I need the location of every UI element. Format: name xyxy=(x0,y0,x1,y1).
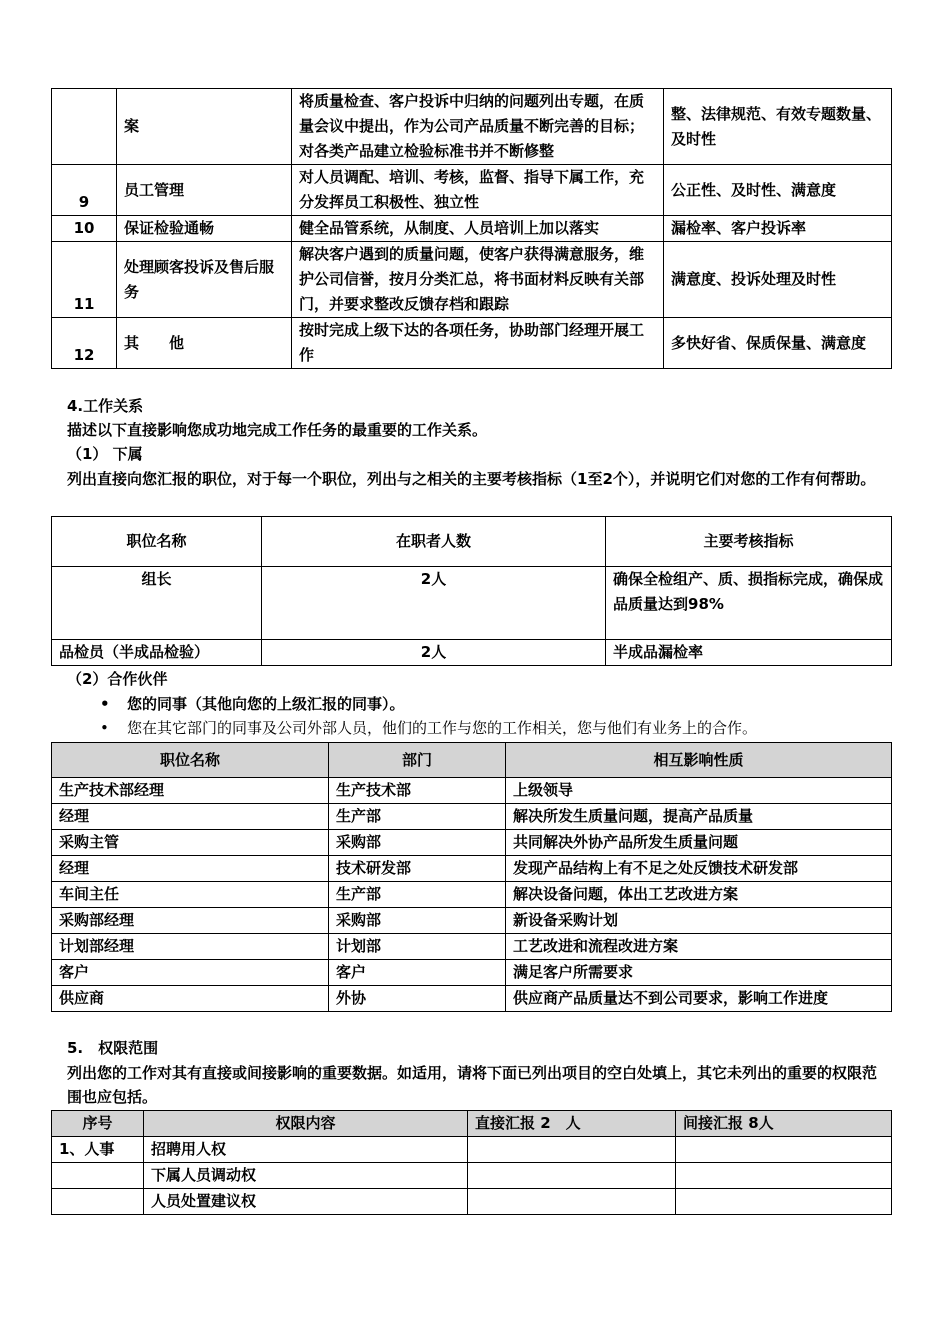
direct-cell[interactable] xyxy=(468,1137,676,1163)
table-row xyxy=(52,318,892,369)
duty-kpi: 漏检率、客户投诉率 xyxy=(664,216,892,242)
duty-item: 案 xyxy=(117,89,292,165)
authority-table xyxy=(51,1110,892,1215)
position-cell: 供应商 xyxy=(52,986,329,1012)
section-intro: 描述以下直接影响您成功地完成工作任务的最重要的工作关系。 xyxy=(67,421,488,439)
table-row xyxy=(52,986,892,1012)
authority-content: 招聘用人权 xyxy=(144,1137,468,1163)
column-header: 部门 xyxy=(329,743,506,778)
table-row xyxy=(52,960,892,986)
nature-cell: 满足客户所需要求 xyxy=(506,960,892,986)
nature-cell: 工艺改进和流程改进方案 xyxy=(506,934,892,960)
count-cell: 2人 xyxy=(262,567,606,640)
position-cell: 经理 xyxy=(52,804,329,830)
position-cell: 采购部经理 xyxy=(52,908,329,934)
position-cell: 车间主任 xyxy=(52,882,329,908)
position-cell: 客户 xyxy=(52,960,329,986)
column-header: 间接汇报 8人 xyxy=(676,1111,892,1137)
column-header: 职位名称 xyxy=(52,743,329,778)
table-row xyxy=(52,882,892,908)
position-cell: 计划部经理 xyxy=(52,934,329,960)
dept-cell: 客户 xyxy=(329,960,506,986)
nature-cell: 解决设备问题，体出工艺改进方案 xyxy=(506,882,892,908)
indirect-cell[interactable] xyxy=(676,1163,892,1189)
duty-no: 12 xyxy=(52,318,117,369)
column-header: 序号 xyxy=(52,1111,144,1137)
table-row xyxy=(52,804,892,830)
nature-cell: 新设备采购计划 xyxy=(506,908,892,934)
duty-item: 处理顾客投诉及售后服务 xyxy=(117,242,292,318)
duty-kpi: 公正性、及时性、满意度 xyxy=(664,165,892,216)
bullet-item xyxy=(100,716,758,740)
duty-kpi: 满意度、投诉处理及时性 xyxy=(664,242,892,318)
subsection-title: （2）合作伙伴 xyxy=(67,670,168,688)
kpi-cell: 确保全检组产、质、损指标完成，确保成品质量达到98% xyxy=(606,567,892,640)
table-row xyxy=(52,1189,892,1215)
bullet-item xyxy=(100,692,405,716)
table-row xyxy=(52,567,892,640)
authority-content: 下属人员调动权 xyxy=(144,1163,468,1189)
duty-content: 对人员调配、培训、考核，监督、指导下属工作，充分发挥员工积极性、独立性 xyxy=(292,165,664,216)
position-cell: 经理 xyxy=(52,856,329,882)
bullet-dot-icon: • xyxy=(100,719,109,737)
column-header: 职位名称 xyxy=(52,517,262,567)
table-row xyxy=(52,856,892,882)
direct-cell[interactable] xyxy=(468,1163,676,1189)
position-cell: 品检员（半成品检验） xyxy=(52,640,262,666)
table-row xyxy=(52,165,892,216)
dept-cell: 生产部 xyxy=(329,804,506,830)
table-row xyxy=(52,908,892,934)
duty-item: 员工管理 xyxy=(117,165,292,216)
authority-no: 1、人事 xyxy=(52,1137,144,1163)
authority-no xyxy=(52,1189,144,1215)
column-header: 主要考核指标 xyxy=(606,517,892,567)
table-row xyxy=(52,830,892,856)
count-cell: 2人 xyxy=(262,640,606,666)
duty-item: 其 他 xyxy=(117,318,292,369)
indirect-cell[interactable] xyxy=(676,1189,892,1215)
section-title: 4.工作关系 xyxy=(67,397,144,415)
position-cell: 组长 xyxy=(52,567,262,640)
table-row xyxy=(52,242,892,318)
dept-cell: 采购部 xyxy=(329,830,506,856)
dept-cell: 技术研发部 xyxy=(329,856,506,882)
duty-content: 健全品管系统，从制度、人员培训上加以落实 xyxy=(292,216,664,242)
duty-no: 11 xyxy=(52,242,117,318)
dept-cell: 生产部 xyxy=(329,882,506,908)
duty-no xyxy=(52,89,117,165)
table-row xyxy=(52,1163,892,1189)
section-desc: 列出您的工作对其有直接或间接影响的重要数据。如适用，请将下面已列出项目的空白处填上，其它未列出的重要的权限范围也应包括。 xyxy=(67,1064,878,1106)
dept-cell: 生产技术部 xyxy=(329,778,506,804)
position-cell: 生产技术部经理 xyxy=(52,778,329,804)
duty-kpi: 多快好省、保质保量、满意度 xyxy=(664,318,892,369)
duty-content: 按时完成上级下达的各项任务，协助部门经理开展工作 xyxy=(292,318,664,369)
nature-cell: 上级领导 xyxy=(506,778,892,804)
duty-content: 将质量检查、客户投诉中归纳的问题列出专题，在质量会议中提出，作为公司产品质量不断完善的目标；对各类产品建立检验标准书并不断修整 xyxy=(292,89,664,165)
duty-no: 9 xyxy=(52,165,117,216)
table-header-row xyxy=(52,517,892,567)
bullet-dot-icon: • xyxy=(100,695,110,713)
duty-no: 10 xyxy=(52,216,117,242)
partners-table xyxy=(51,742,892,1012)
table-header-row xyxy=(52,1111,892,1137)
subordinates-table xyxy=(51,516,892,666)
subsection-title: （1） 下属 xyxy=(67,445,143,463)
authority-no xyxy=(52,1163,144,1189)
duty-item: 保证检验通畅 xyxy=(117,216,292,242)
column-header: 直接汇报 2 人 xyxy=(468,1111,676,1137)
table-row xyxy=(52,89,892,165)
bullet-text: 您的同事（其他向您的上级汇报的同事）。 xyxy=(127,695,405,713)
position-cell: 采购主管 xyxy=(52,830,329,856)
duties-table xyxy=(51,88,892,369)
nature-cell: 解决所发生质量问题，提高产品质量 xyxy=(506,804,892,830)
duty-kpi: 整、法律规范、有效专题数量、及时性 xyxy=(664,89,892,165)
nature-cell: 发现产品结构上有不足之处反馈技术研发部 xyxy=(506,856,892,882)
indirect-cell[interactable] xyxy=(676,1137,892,1163)
subsection-desc: 列出直接向您汇报的职位，对于每一个职位，列出与之相关的主要考核指标（1至2个），并说明它们对您的工作有何帮助。 xyxy=(67,470,876,488)
table-row xyxy=(52,778,892,804)
dept-cell: 外协 xyxy=(329,986,506,1012)
nature-cell: 共同解决外协产品所发生质量问题 xyxy=(506,830,892,856)
duty-content: 解决客户遇到的质量问题，使客户获得满意服务，维护公司信誉，按月分类汇总，将书面材料反映有关部门，并要求整改反馈存档和跟踪 xyxy=(292,242,664,318)
table-row xyxy=(52,1137,892,1163)
table-row xyxy=(52,216,892,242)
dept-cell: 采购部 xyxy=(329,908,506,934)
section-title: 5. 权限范围 xyxy=(67,1039,159,1057)
table-header-row xyxy=(52,743,892,778)
authority-content: 人员处置建议权 xyxy=(144,1189,468,1215)
dept-cell: 计划部 xyxy=(329,934,506,960)
column-header: 相互影响性质 xyxy=(506,743,892,778)
column-header: 在职者人数 xyxy=(262,517,606,567)
column-header: 权限内容 xyxy=(144,1111,468,1137)
table-row xyxy=(52,640,892,666)
table-row xyxy=(52,934,892,960)
bullet-text: 您在其它部门的同事及公司外部人员，他们的工作与您的工作相关，您与他们有业务上的合作。 xyxy=(127,719,758,737)
nature-cell: 供应商产品质量达不到公司要求，影响工作进度 xyxy=(506,986,892,1012)
direct-cell[interactable] xyxy=(468,1189,676,1215)
kpi-cell: 半成品漏检率 xyxy=(606,640,892,666)
